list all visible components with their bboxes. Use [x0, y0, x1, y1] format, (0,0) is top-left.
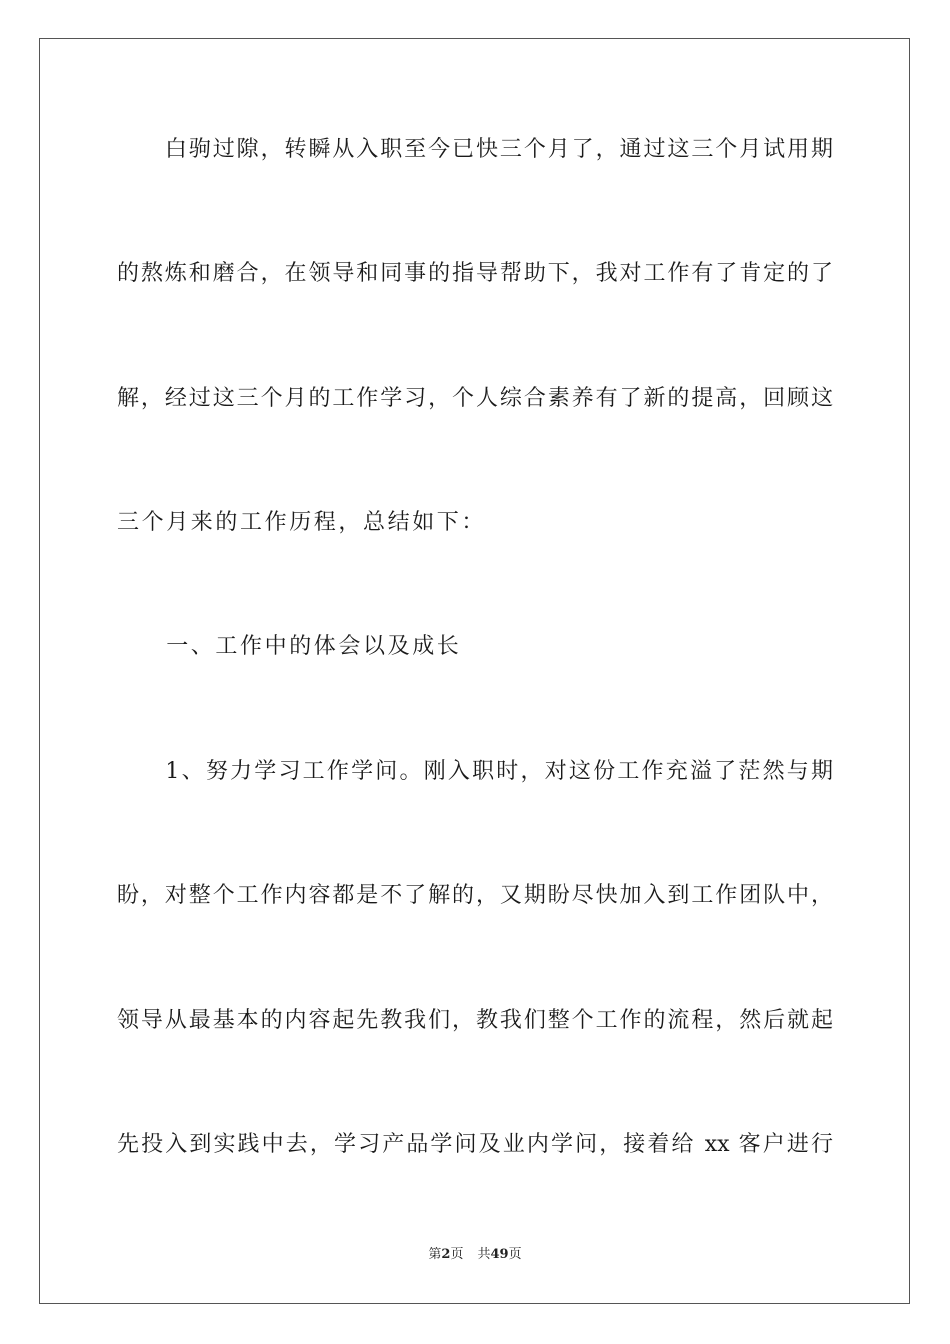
total-label-prefix: 共 [477, 1247, 491, 1262]
page-footer [0, 1246, 950, 1264]
paragraph-line-1: 白驹过隙，转瞬从入职至今已快三个月了，通过这三个月试用期 [117, 137, 833, 162]
paragraph-line-8: 领导从最基本的内容起先教我们，教我们整个工作的流程，然后就起 [117, 1008, 833, 1033]
paragraph-line-3: 解，经过这三个月的工作学习，个人综合素养有了新的提高，回顾这 [117, 386, 833, 411]
section-heading: 一、工作中的体会以及成长 [117, 634, 462, 659]
paragraph-line-2: 的熬炼和磨合，在领导和同事的指导帮助下，我对工作有了肯定的了 [117, 261, 833, 286]
paragraph-line-9: 先投入到实践中去，学习产品学问及业内学问，接着给 xx 客户进行 [117, 1132, 833, 1157]
paragraph-line-7: 盼，对整个工作内容都是不了解的，又期盼尽快加入到工作团队中， [117, 883, 833, 908]
page-number: 2 [441, 1247, 451, 1262]
page-label-suffix: 页 [450, 1247, 464, 1262]
total-pages: 49 [490, 1247, 509, 1262]
paragraph-line-4: 三个月来的工作历程，总结如下： [117, 510, 487, 535]
total-label-suffix: 页 [508, 1247, 522, 1262]
page-border [39, 38, 910, 1304]
paragraph-line-6: 1、努力学习工作学问。刚入职时，对这份工作充溢了茫然与期 [117, 759, 833, 784]
page-label-prefix: 第 [428, 1247, 442, 1262]
